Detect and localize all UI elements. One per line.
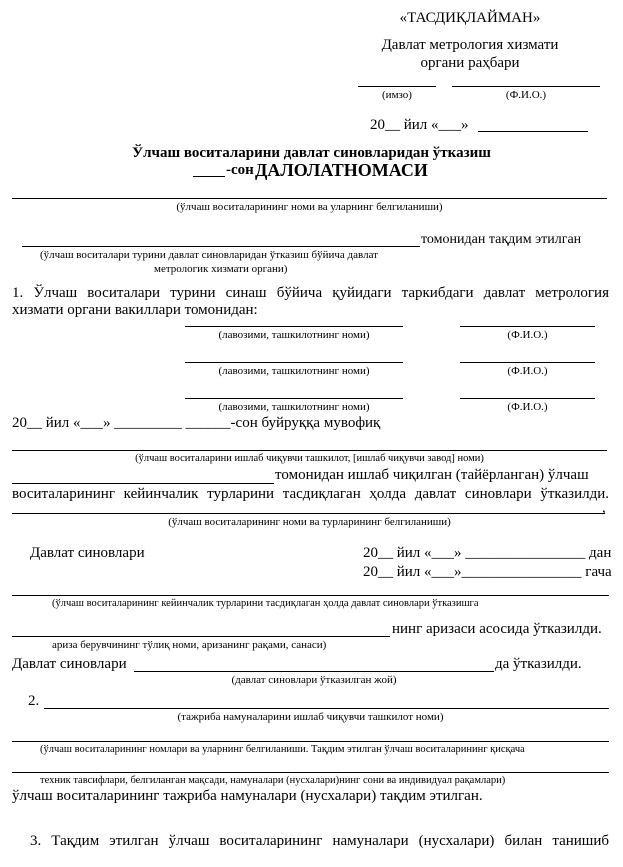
document-name: ДАЛОЛАТНОМАСИ: [255, 160, 428, 180]
manufacturer-name-line: [12, 483, 274, 484]
section3-text: 3. Тақдим этилган ўлчаш воситаларининг намуналари (нусхалари) билан танишиб: [30, 833, 609, 849]
place-suffix: да ўтказилди.: [495, 656, 582, 672]
manufacturer-caption: (ўлчаш воситаларини ишлаб чиқувчи ташкилот, [ишлаб чиқувчи завод] номи): [135, 453, 484, 464]
specs-caption-1: (ўлчаш воситаларининг номлари ва уларнинг белгиланиши. Тақдим этилган ўлчаш воситаларининг қисқача: [40, 744, 525, 755]
member-2-position-caption: (лавозими, ташкилотнинг номи): [218, 365, 370, 377]
applicant-caption: ариза берувчининг тўлиқ номи, аризанинг рақами, санаси): [52, 639, 327, 651]
order-reference: 20__ йил «___» _________ ______-сон буйруққа мувофиқ: [12, 415, 381, 431]
trials-label: Давлат синовлари: [30, 545, 145, 561]
instruments-name-caption: (ўлчаш воситаларининг номи ва уларнинг белгиланиши): [176, 201, 443, 213]
section1-intro-line2: хизмати органи вакиллари томонидан:: [12, 302, 258, 318]
member-3-position-line: [185, 398, 403, 399]
metrology-body-caption-2: метрологик хизмати органи): [154, 263, 288, 275]
section2-conclusion: ўлчаш воситаларининг тажриба намуналари (нусхалари) тақдим этилган.: [12, 788, 483, 804]
signature-line: [358, 86, 436, 87]
approval-line2: органи раҳбари: [420, 55, 520, 71]
member-1-name-caption: (Ф.И.О.): [507, 329, 548, 341]
approval-sentence: воситаларининг кейинчалик турларини тасдиқлаган ҳолда давлат синовлари ўтказилди.: [12, 486, 609, 502]
place-prefix: Давлат синовлари: [12, 656, 127, 672]
approval-date-line: [478, 131, 588, 132]
specs-line-2: [12, 772, 609, 773]
types-caption: (ўлчаш воситаларининг номи ва турларининг белгиланиши): [168, 516, 451, 528]
specs-line-1: [12, 741, 609, 742]
member-3-name-line: [460, 398, 595, 399]
manufacturer-line: [12, 450, 607, 451]
approval-line1: Давлат метрология хизмати: [381, 37, 559, 53]
instruments-name-line: [12, 198, 607, 199]
section1-intro-line1: 1. Ўлчаш воситалари турини синаш бўйича қуйидаги таркибдаги давлат метрология: [12, 285, 609, 301]
member-2-name-line: [460, 362, 595, 363]
member-2-name-caption: (Ф.И.О.): [507, 365, 548, 377]
section2-number: 2.: [28, 693, 40, 709]
types-line: [12, 513, 605, 514]
member-2-position-line: [185, 362, 403, 363]
signature-caption: (имзо): [382, 89, 412, 101]
member-1-position-caption: (лавозими, ташкилотнинг номи): [218, 329, 370, 341]
manufactured-text: томонидан ишлаб чиқилган (тайёрланган) ўлчаш: [275, 467, 589, 483]
trials-line: [12, 595, 609, 596]
approval-heading: «ТАСДИҚЛАЙМАН»: [399, 10, 541, 26]
approval-date: 20__ йил «___»: [370, 117, 469, 133]
trials-from-date: 20__ йил «___» ________________ дан: [363, 545, 612, 561]
member-1-position-line: [185, 326, 403, 327]
trials-caption: (ўлчаш воситаларининг кейинчалик турларини тасдиқлаган ҳолда давлат синовлари ўтказишга: [52, 598, 479, 609]
place-line: [134, 671, 494, 672]
sample-maker-caption: (тажриба намуналарини ишлаб чиқувчи ташкилот номи): [177, 711, 444, 723]
types-line-end: ,: [602, 500, 606, 516]
applicant-line: [12, 636, 390, 637]
presented-by-text: томонидан тақдим этилган: [421, 232, 582, 247]
approver-name-caption: (Ф.И.О.): [505, 89, 547, 101]
act-number-line: [193, 176, 225, 177]
act-number-suffix: -сон: [226, 162, 254, 178]
document-title: Ўлчаш воситаларини давлат синовларидан ўтказиш: [132, 145, 491, 161]
trials-to-date: 20__ йил «___»________________ гача: [363, 564, 612, 580]
approver-name-line: [452, 86, 600, 87]
metrology-body-caption: (ўлчаш воситалари турини давлат синовларидан ўтказиш бўйича давлат: [40, 249, 378, 261]
presenter-line: [22, 246, 420, 247]
application-text: нинг аризаси асосида ўтказилди.: [392, 621, 602, 637]
member-3-name-caption: (Ф.И.О.): [507, 401, 548, 413]
member-3-position-caption: (лавозими, ташкилотнинг номи): [218, 401, 370, 413]
member-1-name-line: [460, 326, 595, 327]
specs-caption-2: техник тавсифлари, белгиланган мақсади, намуналари (нусхалари)нинг сони ва индивидуал рақамлари): [40, 775, 506, 786]
sample-maker-line: [44, 708, 609, 709]
place-caption: (давлат синовлари ўтказилган жой): [231, 674, 397, 686]
